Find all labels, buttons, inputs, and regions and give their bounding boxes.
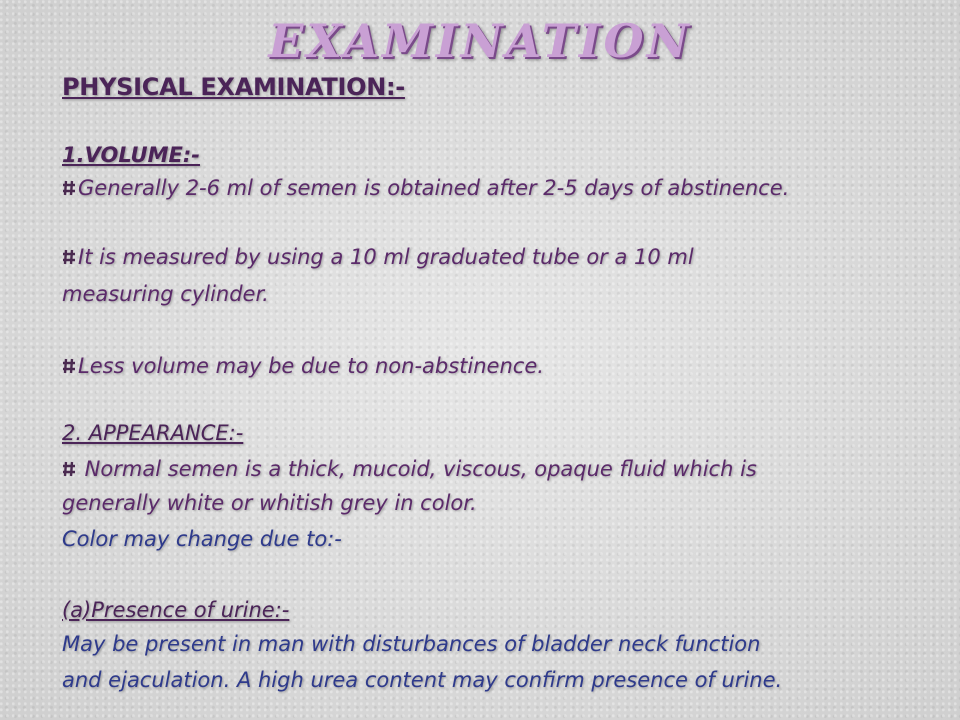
volume-bullet-2: It is measured by using a 10 ml graduated tube or a 10 ml: [62, 240, 694, 274]
volume-bullet-3: Less volume may be due to non-abstinence.: [62, 349, 544, 383]
appearance-bullet-1: Normal semen is a thick, mucoid, viscous, opaque fluid which is: [62, 452, 757, 486]
color-change-text: Color may change due to:-: [62, 527, 342, 551]
slide-title: EXAMINATION: [268, 14, 692, 68]
urine-line-2: and ejaculation. A high urea content may confirm presence of urine.: [62, 668, 783, 692]
urine-line-1: May be present in man with disturbances of bladder neck function: [62, 632, 761, 656]
hash-bullet-icon: [62, 241, 76, 257]
hash-bullet-icon: [62, 350, 76, 366]
urine-heading: (a)Presence of urine:-: [62, 598, 290, 622]
volume-bullet-1: Generally 2-6 ml of semen is obtained after 2-5 days of abstinence.: [62, 171, 789, 205]
appearance-bullet-1-cont: generally white or whitish grey in color.: [62, 491, 477, 515]
appearance-heading: 2. APPEARANCE:-: [62, 421, 244, 445]
section-subtitle: PHYSICAL EXAMINATION:-: [62, 73, 405, 101]
volume-heading: 1.VOLUME:-: [62, 143, 200, 167]
volume-bullet-2-cont: measuring cylinder.: [62, 282, 269, 306]
hash-bullet-icon: [62, 172, 76, 188]
hash-bullet-icon: [62, 453, 76, 469]
